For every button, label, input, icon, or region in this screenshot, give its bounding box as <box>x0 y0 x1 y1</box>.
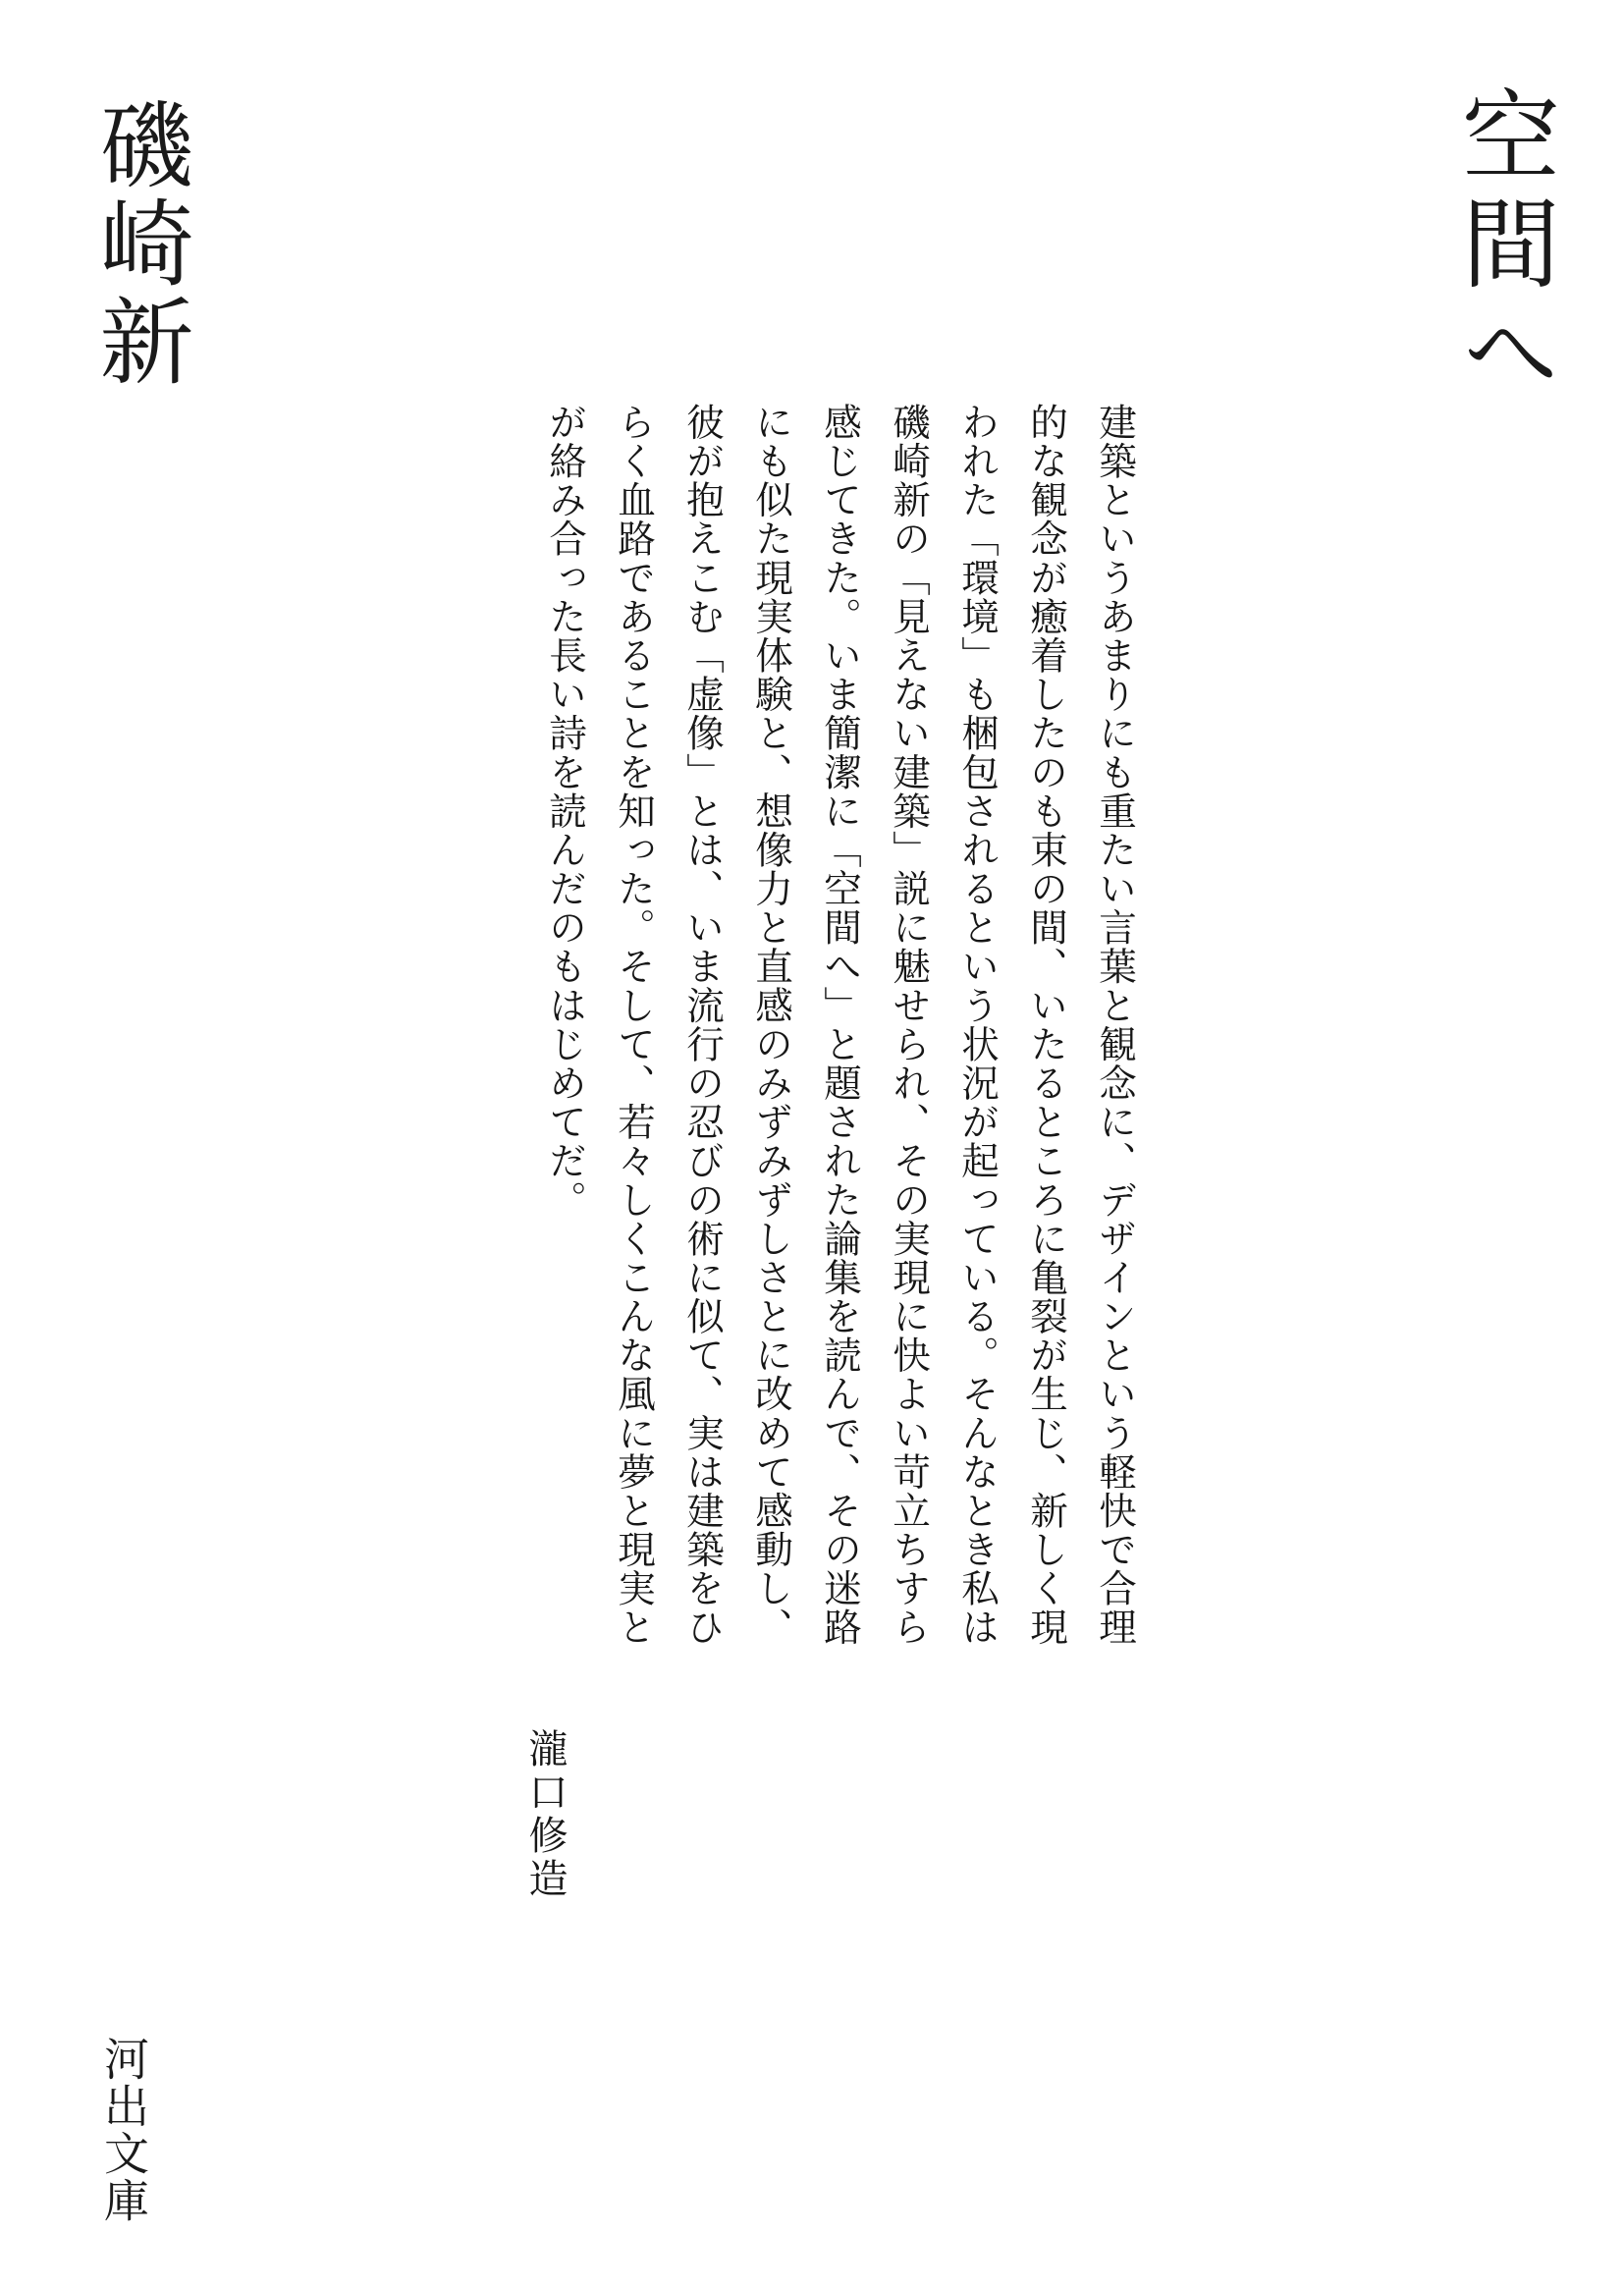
book-title: 空間へ <box>1445 84 1560 409</box>
author-name: 磯崎新 <box>84 96 194 391</box>
blurb-line: 的な観念が癒着したのも束の間、いたるところに亀裂が生じ、新しく現 <box>1024 403 1068 1647</box>
publisher-imprint: 河出文庫 <box>97 2036 150 2224</box>
blurb-line: 磯崎新の「見えない建築」説に魅せられ、その実現に快よい苛立ちすら <box>887 403 931 1647</box>
blurb-line: が絡み合った長い詩を読んだのもはじめてだ。 <box>543 403 587 1220</box>
blurb-text <box>511 403 1149 1934</box>
blurb-line: 感じてきた。いま簡潔に「空間へ」と題された論集を読んで、その迷路 <box>818 403 862 1647</box>
blurb-line: にも似た現実体験と、想像力と直感のみずみずしさとに改めて感動し、 <box>749 403 793 1647</box>
blurb-line: らく血路であることを知った。そして、若々しくこんな風に夢と現実と <box>612 403 656 1647</box>
blurb-signature: 瀧口修造 <box>522 1728 568 1901</box>
blurb-line: 彼が抱えこむ「虚像」とは、いま流行の忍びの術に似て、実は建築をひ <box>680 403 725 1647</box>
blurb-line: 建築というあまりにも重たい言葉と観念に、デザインという軽快で合理 <box>1093 403 1137 1647</box>
blurb-line: われた「環境」も梱包されるという状況が起っている。そんなとき私は <box>955 403 1000 1647</box>
